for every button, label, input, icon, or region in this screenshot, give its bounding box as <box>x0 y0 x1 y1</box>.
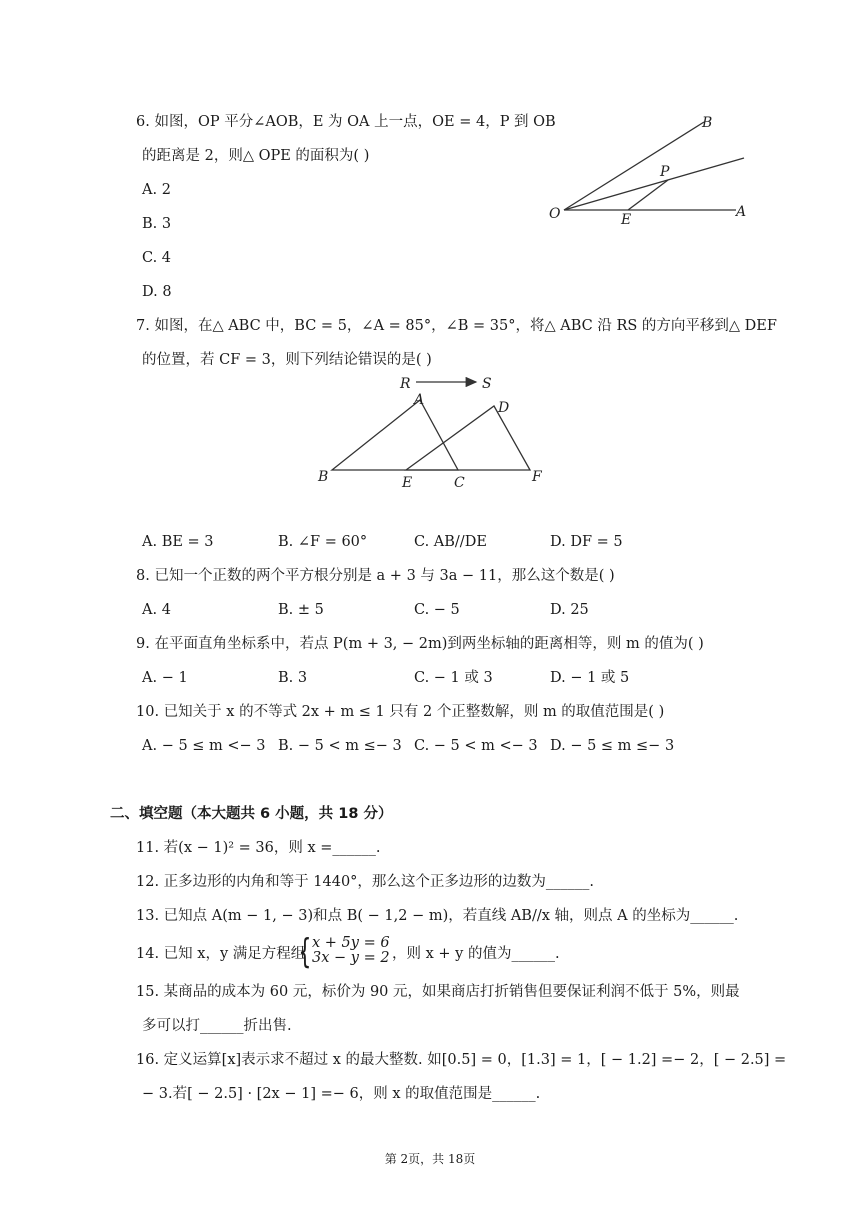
q12-line1: 12. 正多边形的内角和等于 1440°，那么这个正多边形的边数为______. <box>136 874 595 890</box>
label-b: B <box>318 469 329 485</box>
q6-option-d: D. 8 <box>142 284 172 300</box>
q6-line1: 6. 如图，OP 平分∠AOB，E 为 OA 上一点，OE = 4，P 到 OB <box>136 114 556 130</box>
q8-option-a: A. 4 <box>142 602 171 618</box>
q7-option-d: D. DF = 5 <box>550 534 623 550</box>
q6-option-b: B. 3 <box>142 216 172 232</box>
q7-option-a: A. BE = 3 <box>142 534 214 550</box>
triangle-abc <box>332 400 458 470</box>
label-f: F <box>532 469 542 485</box>
q8-option-c: C. − 5 <box>414 602 460 618</box>
q10-line1: 10. 已知关于 x 的不等式 2x + m ≤ 1 只有 2 个正整数解，则 m 的取值范围是( ) <box>136 704 665 720</box>
q8-option-b: B. ± 5 <box>278 602 324 618</box>
q7-line2: 的位置，若 CF = 3，则下列结论错误的是( ) <box>142 352 432 368</box>
q6-option-c: C. 4 <box>142 250 172 266</box>
label-c: C <box>454 475 465 490</box>
q13-line1: 13. 已知点 A(m − 1, − 3)和点 B( − 1,2 − m)，若直线 AB//x 轴，则点 A 的坐标为______. <box>136 908 739 924</box>
label-b: B <box>702 115 713 131</box>
q16-line1: 16. 定义运算[x]表示求不超过 x 的最大整数. 如[0.5] = 0，[1.3] = 1，[ − 1.2] =− 2，[ − 2.5] = <box>136 1052 787 1068</box>
label-d: D <box>498 400 510 416</box>
q7-figure <box>310 370 560 490</box>
label-o: O <box>549 206 561 222</box>
label-e: E <box>621 212 632 228</box>
q6-figure <box>540 110 760 235</box>
q10-option-a: A. − 5 ≤ m <− 3 <box>142 738 266 754</box>
ray-ob <box>564 122 704 210</box>
q6-line2: 的距离是 2，则△ OPE 的面积为( ) <box>142 148 370 164</box>
section-title-fill-in: 二、填空题（本大题共 6 小题，共 18 分） <box>110 806 393 822</box>
q14-equation-system <box>312 936 390 966</box>
q10-option-b: B. − 5 < m ≤− 3 <box>278 738 402 754</box>
q16-line2: − 3.若[ − 2.5] · [2x − 1] =− 6，则 x 的取值范围是______. <box>142 1086 541 1102</box>
q10-option-d: D. − 5 ≤ m ≤− 3 <box>550 738 675 754</box>
equation-brace-icon: { <box>298 932 312 972</box>
q15-line2: 多可以打______折出售. <box>142 1018 292 1034</box>
label-s: S <box>482 376 492 392</box>
q6-option-a: A. 2 <box>142 182 171 198</box>
q9-option-a: A. − 1 <box>142 670 188 686</box>
q10-option-c: C. − 5 < m <− 3 <box>414 738 538 754</box>
page-footer: 第 2页，共 18页 <box>384 1152 476 1166</box>
triangle-def <box>406 406 530 470</box>
q7-option-b: B. ∠F = 60° <box>278 534 368 550</box>
label-e: E <box>402 475 413 490</box>
q7-line1: 7. 如图，在△ ABC 中，BC = 5，∠A = 85°，∠B = 35°，将△ ABC 沿 RS 的方向平移到△ DEF <box>136 318 777 334</box>
q8-option-d: D. 25 <box>550 602 589 618</box>
q14-eq2: 3x − y = 2 <box>312 950 390 966</box>
label-p: P <box>660 164 670 180</box>
q9-option-c: C. − 1 或 3 <box>414 670 493 686</box>
q9-line1: 9. 在平面直角坐标系中，若点 P(m + 3, − 2m)到两坐标轴的距离相等，则 m 的值为( ) <box>136 636 704 652</box>
segment-pe <box>628 180 668 210</box>
q14-eq1: x + 5y = 6 <box>312 935 390 951</box>
q8-line1: 8. 已知一个正数的两个平方根分别是 a + 3 与 3a − 11，那么这个数是( ) <box>136 568 615 584</box>
label-a: A <box>736 204 747 220</box>
q15-line1: 15. 某商品的成本为 60 元，标价为 90 元，如果商店打折销售但要保证利润不低于 5%，则最 <box>136 984 740 1000</box>
ray-op <box>564 158 744 210</box>
label-r: R <box>400 376 411 392</box>
q11-line1: 11. 若(x − 1)² = 36，则 x =______. <box>136 840 381 856</box>
q14-suffix: ，则 x + y 的值为______. <box>392 946 560 962</box>
q9-option-b: B. 3 <box>278 670 308 686</box>
q7-option-c: C. AB//DE <box>414 534 487 550</box>
q14-prefix: 14. 已知 x，y 满足方程组 <box>136 946 306 962</box>
q9-option-d: D. − 1 或 5 <box>550 670 630 686</box>
label-a: A <box>414 392 425 408</box>
